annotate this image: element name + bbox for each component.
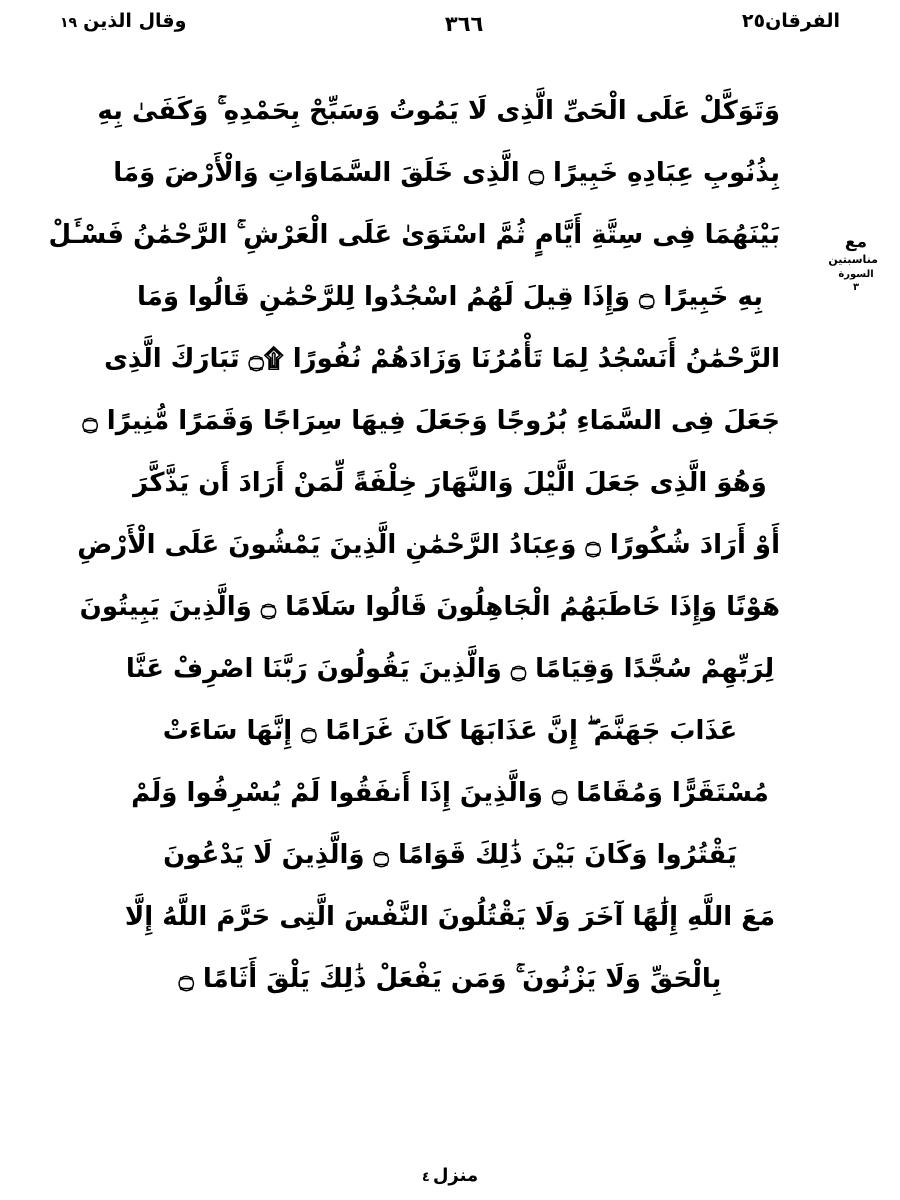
margin-note-line: مناسبتين (828, 253, 878, 267)
footer-manzil-number: ٤ (421, 1170, 430, 1185)
quran-line: الرَّحْمَٰنُ أَنَسْجُدُ لِمَا تَأْمُرُنَا وَزَادَهُمْ نُفُورًا ۩۝ تَبَارَكَ الَّذِى (104, 344, 780, 374)
quran-line: مَعَ اللَّهِ إِلَٰهًا آخَرَ وَلَا يَقْتُلُونَ النَّفْسَ الَّتِى حَرَّمَ اللَّهُ إِلَّا (124, 902, 776, 932)
quran-line: بِذُنُوبِ عِبَادِهِ خَبِيرًا ۝ الَّذِى خَلَقَ السَّمَاوَاتِ وَالْأَرْضَ وَمَا (113, 158, 780, 188)
quran-line: بَيْنَهُمَا فِى سِتَّةِ أَيَّامٍ ثُمَّ اسْتَوَىٰ عَلَى الْعَرْشِ ۚ الرَّحْمَٰنُ فَسْـَٔلْ (48, 220, 780, 250)
quran-text-block (48, 80, 780, 1010)
margin-note-line: مع (844, 232, 868, 252)
footer-manzil (422, 1165, 478, 1186)
header-sura-number: ٢٥ (741, 10, 766, 32)
header-sura-name: الفرقان (765, 10, 840, 32)
margin-note-line: ٣ (852, 281, 860, 293)
quran-line: يَقْتُرُوا وَكَانَ بَيْنَ ذَٰلِكَ قَوَامًا ۝ وَالَّذِينَ لَا يَدْعُونَ (163, 840, 737, 870)
page-footer (0, 1165, 900, 1186)
header-page-number: ٣٦٦ (444, 12, 484, 36)
quran-line: بِهِ خَبِيرًا ۝ وَإِذَا قِيلَ لَهُمُ اسْجُدُوا لِلرَّحْمَٰنِ قَالُوا وَمَا (137, 282, 763, 312)
margin-note (828, 232, 878, 294)
header-sura-info (742, 10, 840, 33)
header-juz-info (60, 10, 186, 33)
quran-line: وَتَوَكَّلْ عَلَى الْحَىِّ الَّذِى لَا يَمُوتُ وَسَبِّحْ بِحَمْدِهِ ۚ وَكَفَىٰ بِهِ (97, 96, 780, 126)
quran-line: أَوْ أَرَادَ شُكُورًا ۝ وَعِبَادُ الرَّحْمَٰنِ الَّذِينَ يَمْشُونَ عَلَى الْأَرْضِ (77, 530, 780, 560)
header-juz-number: ١٩ (60, 15, 78, 31)
quran-line: عَذَابَ جَهَنَّمَ ۖ إِنَّ عَذَابَهَا كَانَ غَرَامًا ۝ إِنَّهَا سَاءَتْ (162, 716, 738, 746)
margin-note-line: السورة (838, 268, 874, 280)
quran-line: هَوْنًا وَإِذَا خَاطَبَهُمُ الْجَاهِلُونَ قَالُوا سَلَامًا ۝ وَالَّذِينَ يَبِيتُونَ (79, 592, 780, 622)
footer-manzil-label: منزل (432, 1165, 479, 1186)
quran-line: وَهُوَ الَّذِى جَعَلَ الَّيْلَ وَالنَّهَارَ خِلْفَةً لِّمَنْ أَرَادَ أَن يَذَّكَّرَ (133, 468, 767, 498)
quran-line: بِالْحَقِّ وَلَا يَزْنُونَ ۚ وَمَن يَفْعَلْ ذَٰلِكَ يَلْقَ أَثَامًا ۝ (178, 964, 722, 994)
quran-line: جَعَلَ فِى السَّمَاءِ بُرُوجًا وَجَعَلَ فِيهَا سِرَاجًا وَقَمَرًا مُّنِيرًا ۝ (82, 406, 780, 436)
page-header (60, 10, 840, 50)
header-juz-label: وقال الذين (83, 10, 187, 32)
quran-line: مُسْتَقَرًّا وَمُقَامًا ۝ وَالَّذِينَ إِذَا أَنفَقُوا لَمْ يُسْرِفُوا وَلَمْ (131, 778, 769, 808)
quran-line: لِرَبِّهِمْ سُجَّدًا وَقِيَامًا ۝ وَالَّذِينَ يَقُولُونَ رَبَّنَا اصْرِفْ عَنَّا (125, 654, 775, 684)
